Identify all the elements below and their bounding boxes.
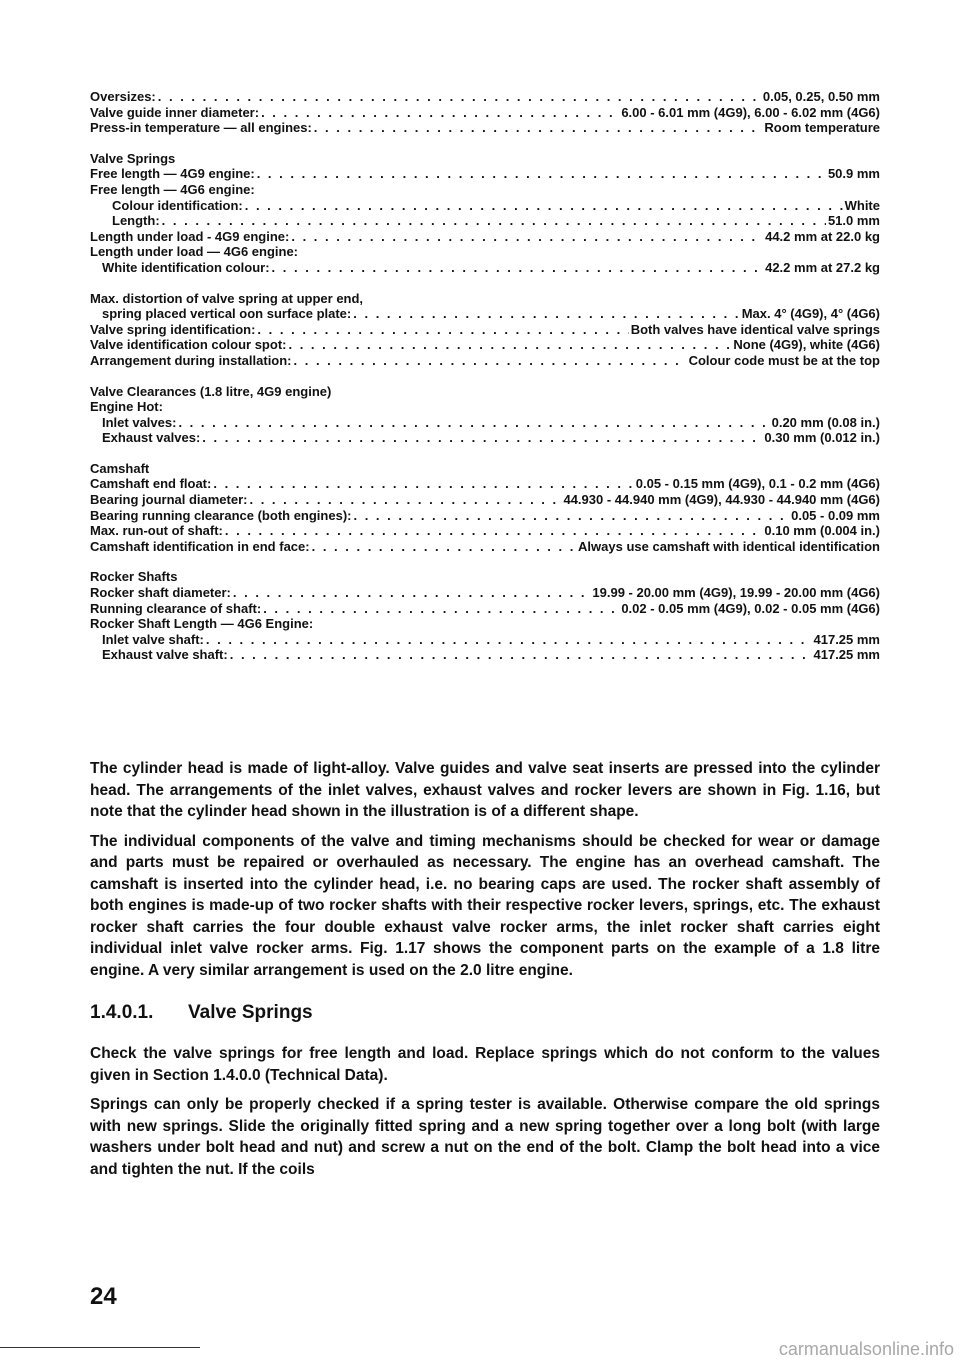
group-title: Rocker Shafts [90, 569, 178, 585]
spec-row: Rocker shaft diameter: . . . 19.99 - 20.00 mm (4G9), 19.99 - 20.00 mm (4G6) [90, 585, 880, 601]
spec-subhead: Length under load — 4G6 engine: [90, 244, 299, 260]
spec-row: Valve identification colour spot: . . . None (4G9), white (4G6) [90, 337, 880, 353]
spec-row: Inlet valves: . . . 0.20 mm (0.08 in.) [90, 415, 880, 431]
spec-list [90, 89, 880, 678]
body-text-valve-springs [90, 1043, 880, 1188]
spec-row: Inlet valve shaft: . . . 417.25 mm [90, 632, 880, 648]
spec-row: Press-in temperature — all engines: . . . Room temperature [90, 120, 880, 136]
spec-row: Camshaft identification in end face: . . . Always use camshaft with identical identification [90, 539, 880, 555]
section-title: Valve Springs [188, 1002, 313, 1023]
spec-row: Running clearance of shaft: . . . 0.02 - 0.05 mm (4G9), 0.02 - 0.05 mm (4G6) [90, 601, 880, 617]
spec-group-camshaft [90, 461, 880, 555]
spec-row: Colour identification: . . . White [90, 198, 880, 214]
body-text [90, 758, 880, 989]
spec-row: Max. run-out of shaft: . . . 0.10 mm (0.004 in.) [90, 523, 880, 539]
spec-row: Length under load - 4G9 engine: . . . 44.2 mm at 22.0 kg [90, 229, 880, 245]
spec-group-guides [90, 89, 880, 136]
paragraph: Springs can only be properly checked if a spring tester is available. Otherwise compare the old springs with new springs. Slide the originally fitted spring and a new spring together over a long bolt (with large washers under bolt head and nut) and screw a nut on the end of the bolt. Clamp the bolt head into a vice and tighten the nut. If the coils [90, 1096, 880, 1178]
paragraph: Check the valve springs for free length and load. Replace springs which do not conform to the values given in Section 1.4.0.0 (Technical Data). [90, 1045, 880, 1084]
section-heading [90, 1002, 313, 1024]
watermark: carmanualsonline.info [778, 1339, 954, 1359]
spec-group-rocker [90, 569, 880, 663]
spec-group-clearances [90, 384, 880, 446]
spec-row: spring placed vertical oon surface plate: . . . Max. 4° (4G9), 4° (4G6) [90, 306, 880, 322]
spec-row: Camshaft end float: . . . 0.05 - 0.15 mm (4G9), 0.1 - 0.2 mm (4G6) [90, 476, 880, 492]
spec-subhead: Engine Hot: [90, 399, 163, 415]
spec-group-distortion [90, 291, 880, 369]
group-title: Valve Clearances (1.8 litre, 4G9 engine) [90, 383, 332, 399]
footer-rule [0, 1347, 200, 1348]
paragraph: The cylinder head is made of light-alloy. Valve guides and valve seat inserts are pressed into the cylinder head. The arrangements of the inlet valves, exhaust valves and rocker levers are shown in Fig. 1.16, but note that the cylinder head shown in the illustration is of a different shape. [90, 760, 880, 820]
spec-row: Oversizes: . . . 0.05, 0.25, 0.50 mm [90, 89, 880, 105]
spec-row: Arrangement during installation: . . . Colour code must be at the top [90, 353, 880, 369]
spec-row: Bearing running clearance (both engines): . . . 0.05 - 0.09 mm [90, 508, 880, 524]
spec-row: Valve spring identification: . . . Both valves have identical valve springs [90, 322, 880, 338]
group-title: Valve Springs [90, 150, 176, 166]
paragraph: The individual components of the valve and timing mechanisms should be checked for wear or damage and parts must be repaired or overhauled as necessary. The engine has an overhead camshaft. The camshaft is inserted into the cylinder head, i.e. no bearing caps are used. The rocker shaft assembly of both engines is made-up of two rocker shafts with their respective rocker levers, springs, etc. The exhaust rocker shaft carries the four double exhaust valve rocker arms, the inlet rocker shaft carries eight individual inlet valve rocker arms. Fig. 1.17 shows the component parts on the example of a 1.8 litre engine. A very similar arrangement is used on the 2.0 litre engine. [90, 832, 880, 979]
spec-subhead: Rocker Shaft Length — 4G6 Engine: [90, 616, 314, 632]
spec-row: Length: . . . 51.0 mm [90, 213, 880, 229]
spec-row: Bearing journal diameter: . . . 44.930 - 44.940 mm (4G9), 44.930 - 44.940 mm (4G6) [90, 492, 880, 508]
spec-row: Free length — 4G9 engine: . . . 50.9 mm [90, 166, 880, 182]
spec-row: Exhaust valves: . . . 0.30 mm (0.012 in.) [90, 430, 880, 446]
spec-group-valve-springs [90, 151, 880, 276]
spec-row: Exhaust valve shaft: . . . 417.25 mm [90, 647, 880, 663]
page-number: 24 [90, 1283, 117, 1310]
group-title: Camshaft [90, 460, 150, 476]
spec-subhead: Free length — 4G6 engine: [90, 181, 255, 197]
section-number: 1.4.0.1. [90, 1002, 154, 1023]
spec-row: Valve guide inner diameter: . . . 6.00 - 6.01 mm (4G9), 6.00 - 6.02 mm (4G6) [90, 105, 880, 121]
spec-row: White identification colour: . . . 42.2 mm at 27.2 kg [90, 260, 880, 276]
spec-subhead: Max. distortion of valve spring at upper end, [90, 290, 364, 306]
